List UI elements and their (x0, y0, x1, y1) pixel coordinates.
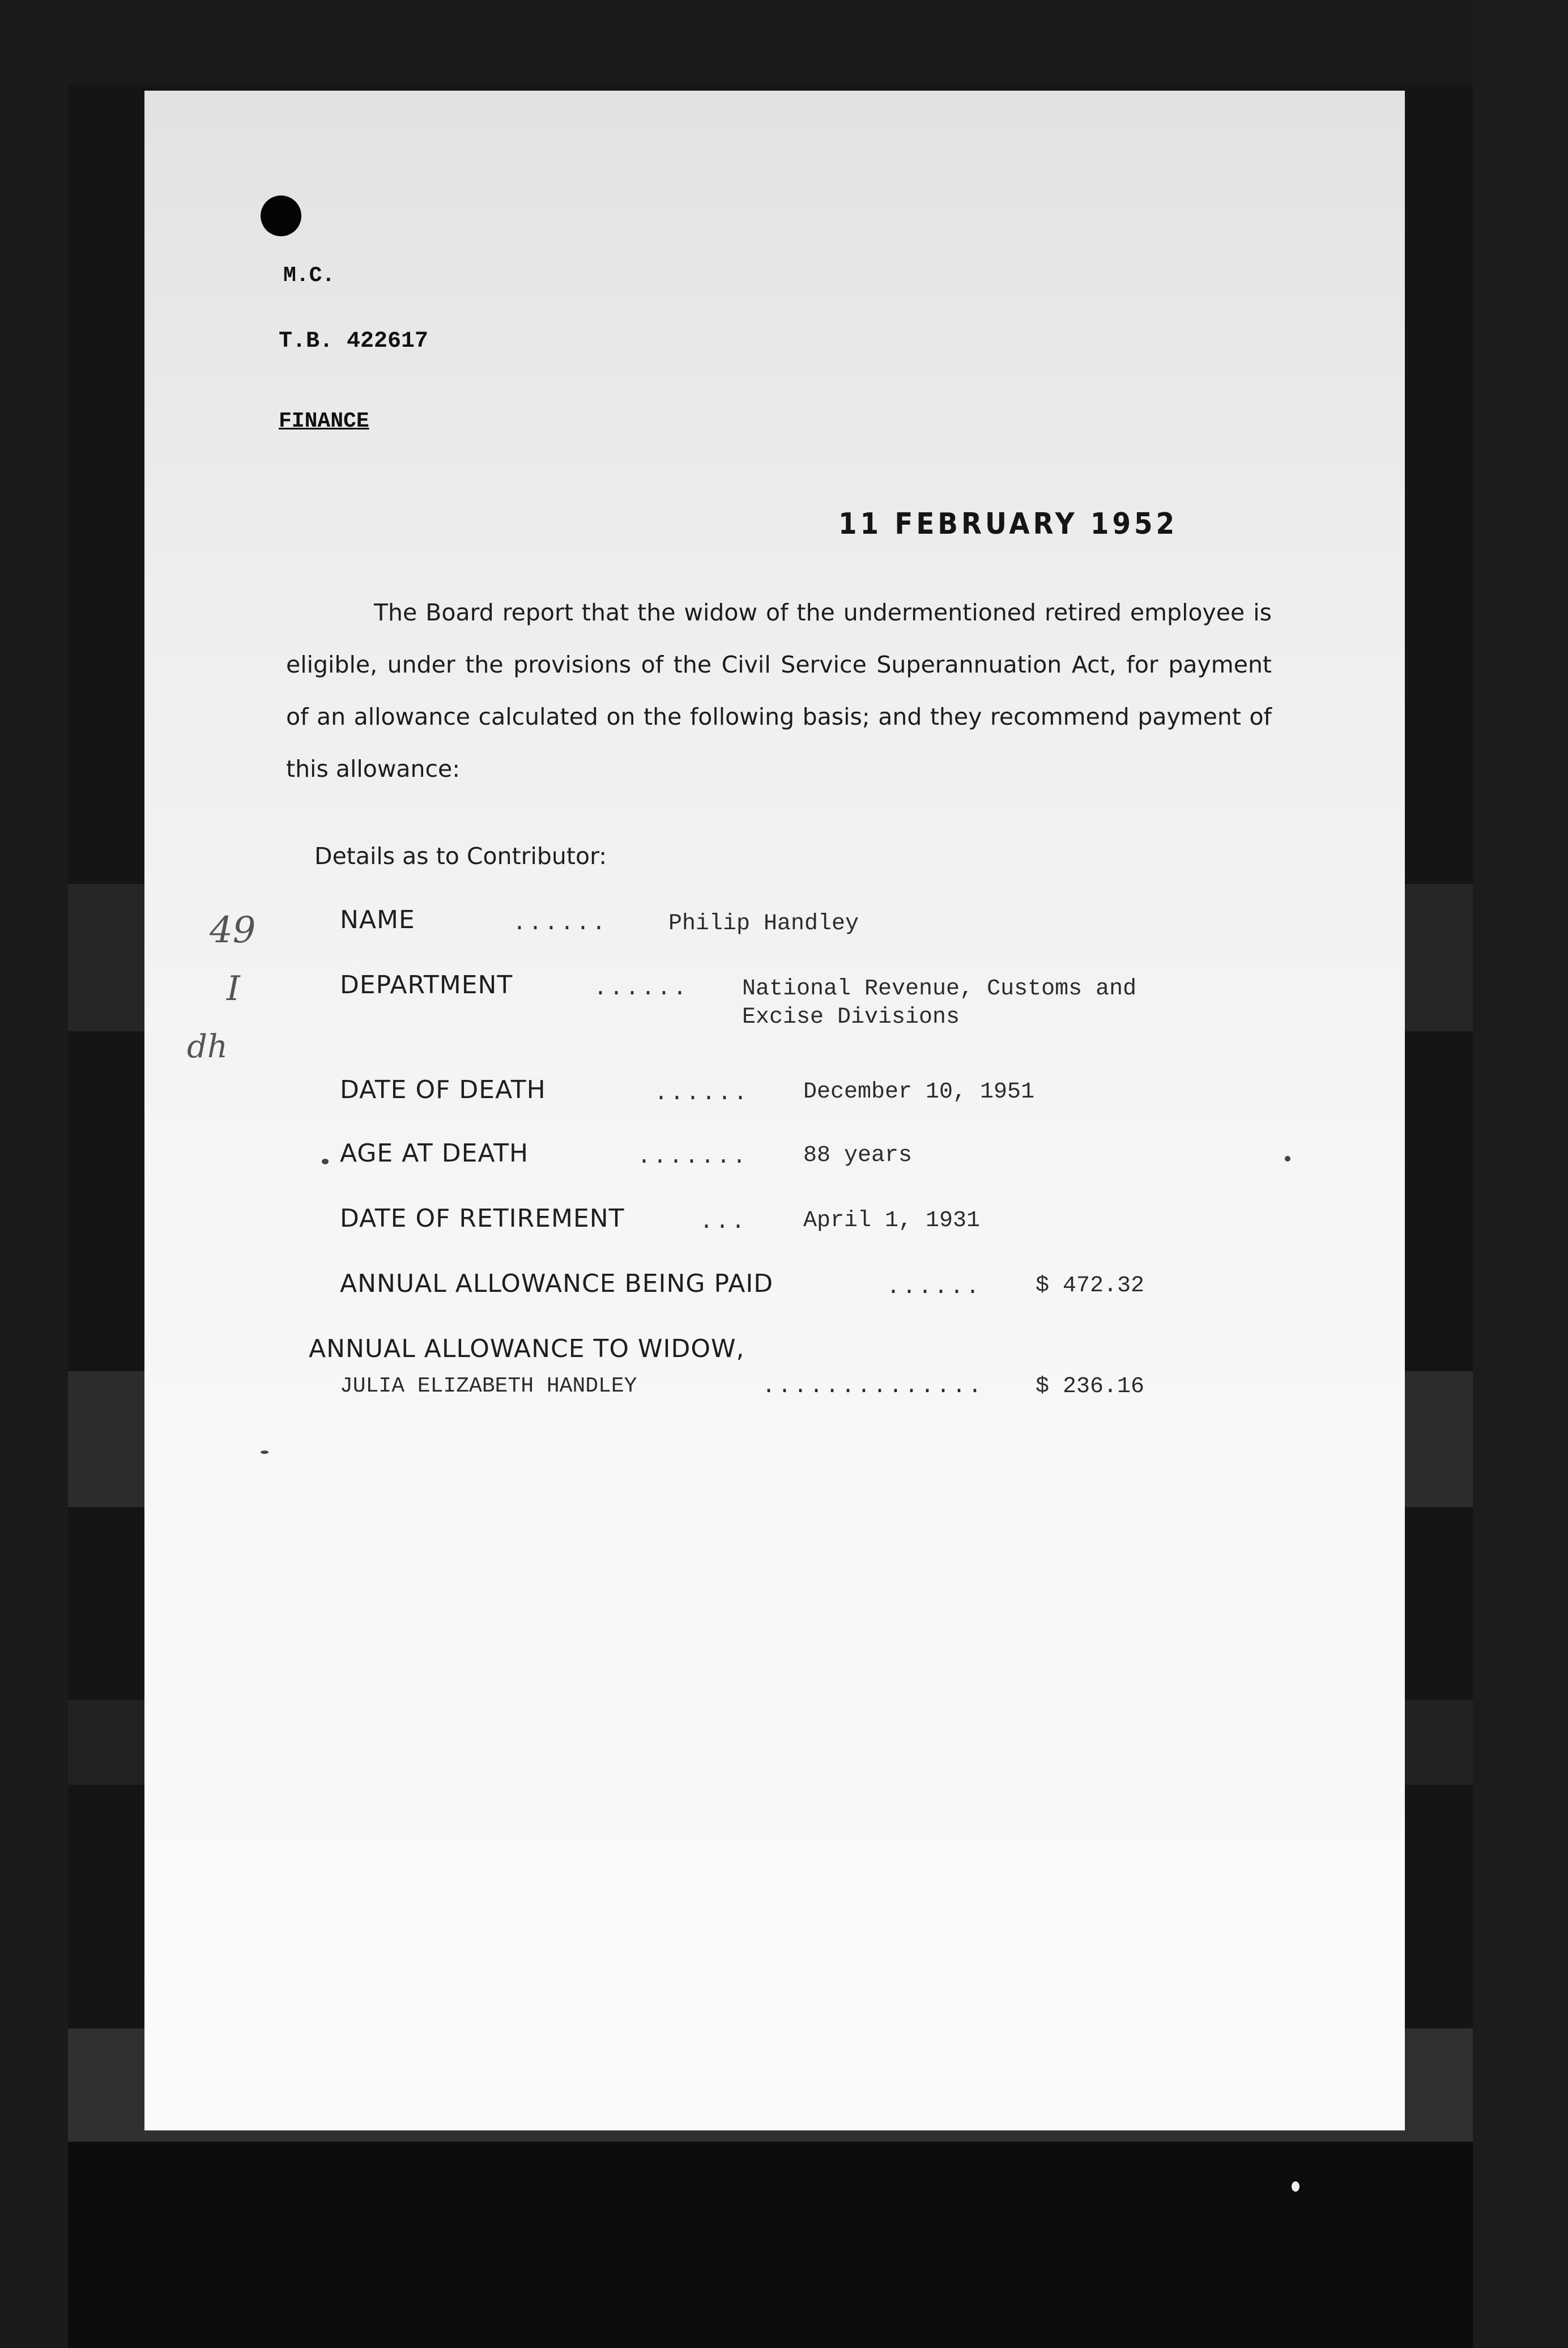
name-value: Philip Handley (668, 911, 859, 937)
department-dots: ...... (594, 976, 689, 1002)
film-edge-right (1473, 0, 1568, 2348)
film-speck (1292, 2181, 1299, 2192)
film-edge-top (0, 0, 1568, 85)
margin-note-initials: dh (187, 1028, 228, 1065)
department-value-line1: National Revenue, Customs and (742, 976, 1137, 1002)
date-of-retirement-dots: ... (700, 1210, 748, 1235)
date-of-retirement-label: DATE OF RETIREMENT (340, 1204, 625, 1233)
date-of-retirement-value: April 1, 1931 (803, 1208, 981, 1233)
body-paragraph: The Board report that the widow of the undermentioned retired employee is eligible, under the provisions of the Civil Service Superannuation Act, for payment of an allowance calculated on the following basis; and they recommend payment of this allowance: (286, 599, 1272, 782)
widow-name: JULIA ELIZABETH HANDLEY (340, 1374, 637, 1398)
film-edge-left (0, 0, 68, 2348)
header-mc: M.C. (283, 263, 335, 288)
allowance-to-widow-label: ANNUAL ALLOWANCE TO WIDOW, (309, 1334, 745, 1363)
allowance-to-widow-value: $ 236.16 (1036, 1374, 1145, 1400)
document-page (144, 91, 1405, 2130)
date-stamp: 11 FEBRUARY 1952 (838, 507, 1178, 541)
age-at-death-value: 88 years (803, 1143, 913, 1168)
film-speck (322, 1159, 329, 1164)
punch-hole (261, 195, 301, 236)
date-of-death-dots: ...... (654, 1081, 750, 1107)
film-speck (261, 1451, 269, 1454)
annual-allowance-paid-dots: ...... (887, 1275, 982, 1300)
film-speck (1285, 1156, 1290, 1162)
header-finance: FINANCE (279, 409, 369, 433)
header-tb-number: T.B. 422617 (279, 329, 429, 354)
margin-note-number: 49 (210, 909, 256, 951)
allowance-to-widow-dots: .............. (762, 1374, 985, 1400)
annual-allowance-paid-label: ANNUAL ALLOWANCE BEING PAID (340, 1269, 774, 1298)
age-at-death-label: AGE AT DEATH (340, 1139, 529, 1168)
department-label: DEPARTMENT (340, 971, 513, 999)
age-at-death-dots: ....... (637, 1145, 749, 1170)
name-dots: ...... (513, 911, 608, 937)
department-value-line2: Excise Divisions (742, 1005, 960, 1030)
annual-allowance-paid-value: $ 472.32 (1036, 1273, 1145, 1299)
name-label: NAME (340, 905, 415, 934)
details-heading: Details as to Contributor: (314, 843, 607, 870)
film-edge-bottom (0, 2142, 1568, 2348)
margin-note-initial: I (227, 969, 240, 1009)
date-of-death-label: DATE OF DEATH (340, 1075, 546, 1104)
date-of-death-value: December 10, 1951 (803, 1079, 1035, 1105)
